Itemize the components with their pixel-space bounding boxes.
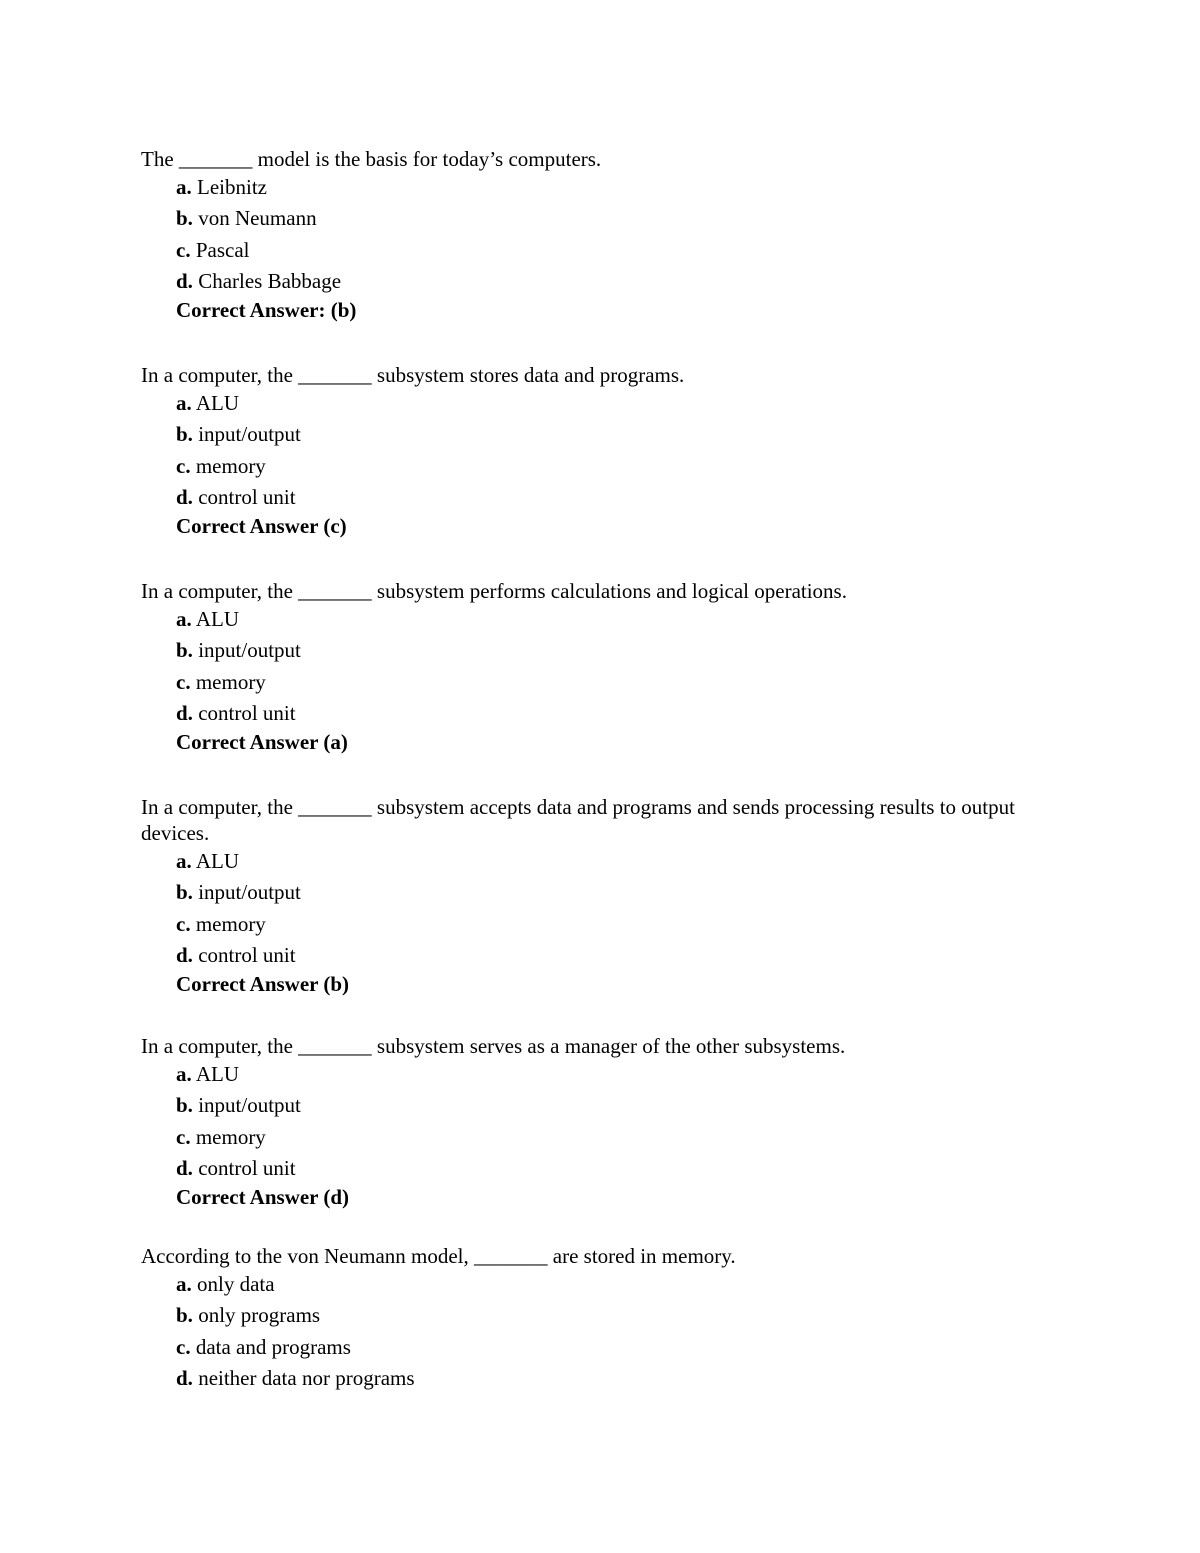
question-stem: According to the von Neumann model, _______ are stored in memory. [141,1244,736,1268]
option-b [176,419,1071,450]
option-d [176,1153,1071,1184]
option-letter: c. [176,453,191,478]
option-a [176,846,1071,877]
option-text: memory [195,1124,266,1149]
option-text: Pascal [195,237,250,262]
option-text: control unit [198,1155,296,1180]
correct-answer: Correct Answer (c) [176,514,347,539]
question-3 [141,578,1071,755]
option-c [176,667,1071,698]
option-letter: c. [176,911,191,936]
option-letter: c. [176,1334,191,1359]
option-text: input/output [198,422,301,447]
option-letter: a. [176,849,192,873]
option-c [176,235,1071,266]
option-text: only programs [198,1303,321,1328]
question-stem: In a computer, the _______ subsystem serves as a manager of the other subsystems. [141,1034,846,1058]
option-b [176,635,1071,666]
option-letter: d. [176,484,193,509]
option-text: only data [197,1272,275,1296]
question-stem: In a computer, the _______ subsystem performs calculations and logical operations. [141,579,847,603]
option-letter: c. [176,237,191,262]
option-text: neither data nor programs [198,1365,415,1390]
option-b [176,203,1071,234]
option-letter: d. [176,700,193,725]
correct-answer: Correct Answer (b) [176,972,350,997]
option-letter: d. [176,268,193,293]
question-stem: The _______ model is the basis for today’s computers. [141,147,602,171]
option-text: von Neumann [198,206,317,231]
question-5 [141,1033,1071,1210]
option-list [141,604,1071,729]
option-c [176,451,1071,482]
option-letter: a. [176,1272,192,1296]
option-letter: a. [176,175,192,199]
option-d [176,482,1071,513]
question-stem: In a computer, the _______ subsystem accepts data and programs and sends processing results to output devices. [141,795,1015,845]
option-text: data and programs [195,1334,351,1359]
option-a [176,388,1071,419]
question-4 [141,794,1071,997]
option-text: input/output [198,1093,301,1118]
option-b [176,1090,1071,1121]
option-text: control unit [198,484,296,509]
option-text: memory [195,911,266,936]
option-text: control unit [198,700,296,725]
option-text: ALU [195,849,240,873]
option-letter: d. [176,942,193,967]
option-list [141,1059,1071,1184]
question-6 [141,1243,1071,1394]
option-letter: d. [176,1365,193,1390]
option-text: Leibnitz [197,175,267,199]
option-letter: b. [176,206,193,231]
correct-answer: Correct Answer (d) [176,1185,350,1210]
option-c [176,909,1071,940]
option-b [176,877,1071,908]
option-text: ALU [195,607,240,631]
option-letter: c. [176,1124,191,1149]
question-2 [141,362,1071,539]
option-text: Charles Babbage [198,268,342,293]
option-list [141,846,1071,971]
option-letter: c. [176,669,191,694]
correct-answer: Correct Answer: (b) [176,298,357,323]
option-letter: a. [176,391,192,415]
option-d [176,1363,1071,1394]
option-a [176,172,1071,203]
option-b [176,1300,1071,1331]
option-a [176,1059,1071,1090]
option-text: memory [195,669,266,694]
option-text: ALU [195,1062,240,1086]
option-letter: a. [176,607,192,631]
option-a [176,604,1071,635]
option-letter: b. [176,1093,193,1118]
option-a [176,1269,1071,1300]
option-c [176,1122,1071,1153]
option-d [176,940,1071,971]
option-letter: b. [176,638,193,663]
correct-answer: Correct Answer (a) [176,730,348,755]
option-list [141,1269,1071,1394]
option-d [176,266,1071,297]
question-stem: In a computer, the _______ subsystem stores data and programs. [141,363,685,387]
option-c [176,1332,1071,1363]
option-text: memory [195,453,266,478]
option-letter: b. [176,880,193,905]
option-text: input/output [198,638,301,663]
option-list [141,388,1071,513]
option-letter: a. [176,1062,192,1086]
option-letter: b. [176,422,193,447]
option-text: input/output [198,880,301,905]
option-list [141,172,1071,297]
option-text: control unit [198,942,296,967]
option-d [176,698,1071,729]
option-letter: d. [176,1155,193,1180]
question-1 [141,146,1071,323]
option-text: ALU [195,391,240,415]
option-letter: b. [176,1303,193,1328]
